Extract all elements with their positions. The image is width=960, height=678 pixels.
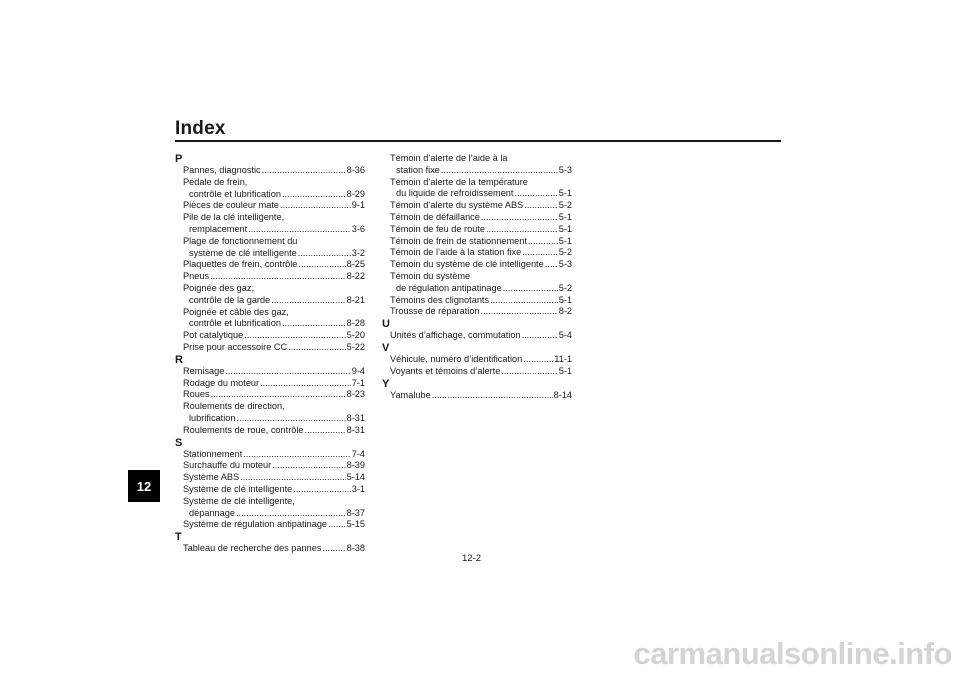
chapter-tab: 12 <box>128 470 160 502</box>
index-entry-text: Roulements de roue, contrôle <box>183 424 304 435</box>
index-entry <box>183 177 365 201</box>
index-entry <box>390 354 572 366</box>
index-entry <box>183 236 365 260</box>
index-entry <box>183 283 365 307</box>
page-number: 12-2 <box>462 553 482 564</box>
index-entry <box>183 460 365 472</box>
dot-leader <box>481 212 558 224</box>
index-entry <box>390 153 572 177</box>
dot-leader <box>503 283 558 295</box>
index-entry-text: remplacement <box>189 223 248 234</box>
index-page-ref: 7-4 <box>351 448 365 459</box>
index-entry <box>183 330 365 342</box>
page-title: Index <box>175 118 226 139</box>
index-column-left <box>175 153 365 555</box>
index-page-ref: 5-1 <box>558 365 572 376</box>
index-entry <box>390 224 572 236</box>
dot-leader <box>298 259 345 271</box>
index-entry <box>390 247 572 259</box>
index-page-ref: 8-38 <box>346 543 365 554</box>
dot-leader <box>211 389 346 401</box>
dot-leader <box>545 259 558 271</box>
index-entry-text: Poignée et câble des gaz, <box>183 306 289 317</box>
index-page-ref: 8-14 <box>553 389 572 400</box>
index-entry <box>183 496 365 520</box>
index-page-ref: 5-15 <box>346 519 365 530</box>
index-page-ref: 5-1 <box>558 223 572 234</box>
index-page-ref: 8-22 <box>346 271 365 282</box>
index-entry-text: Système ABS <box>183 472 240 483</box>
dot-leader <box>244 330 345 342</box>
dot-leader <box>322 543 345 555</box>
index-entry-text: Système de clé intelligente <box>183 483 293 494</box>
index-page-ref: 3-6 <box>351 223 365 234</box>
index-letter-heading: S <box>175 436 183 449</box>
dot-leader <box>514 188 557 200</box>
index-entry-text: Trousse de réparation <box>390 306 480 317</box>
index-page-ref: 8-28 <box>346 318 365 329</box>
index-page-ref: 5-1 <box>558 235 572 246</box>
index-entry-text: Prise pour accessoire CC <box>183 341 288 352</box>
index-entry <box>183 259 365 271</box>
title-rule <box>175 140 781 142</box>
index-entry-text: contrôle et lubrification <box>189 188 281 199</box>
index-entry <box>390 306 572 318</box>
index-entry-text: lubrification <box>189 412 236 423</box>
index-entry-text: contrôle et lubrification <box>189 318 281 329</box>
dot-leader <box>522 330 558 342</box>
index-entry <box>183 543 365 555</box>
index-entry-text: Remisage <box>183 365 225 376</box>
index-page-ref: 7-1 <box>351 377 365 388</box>
index-entry <box>390 271 572 295</box>
index-entry-text: contrôle de la garde <box>189 294 271 305</box>
index-page-ref: 5-4 <box>558 330 572 341</box>
index-entry-text: Pneus <box>183 271 210 282</box>
index-entry <box>183 212 365 236</box>
index-letter-heading: T <box>175 531 182 544</box>
index-entry <box>390 390 572 402</box>
dot-leader <box>501 366 557 378</box>
index-column-right <box>382 153 572 401</box>
dot-leader <box>522 247 557 259</box>
index-entry-text: Témoin du système de clé intelligente <box>390 259 544 270</box>
index-entry <box>183 389 365 401</box>
index-entry-text: dépannage <box>189 507 235 518</box>
index-entry-text: Témoin de défaillance <box>390 211 480 222</box>
index-page-ref: 9-4 <box>351 365 365 376</box>
index-entry-text: Plaquettes de frein, contrôle <box>183 259 298 270</box>
index-page-ref: 5-2 <box>558 200 572 211</box>
index-page-ref: 8-25 <box>346 259 365 270</box>
index-entry-text: Véhicule, numéro d’identification <box>390 353 523 364</box>
dot-leader <box>524 200 557 212</box>
index-letter-heading: U <box>382 318 390 331</box>
dot-leader <box>305 425 346 437</box>
index-letter-heading: Y <box>382 377 390 390</box>
index-entry <box>183 401 365 425</box>
dot-leader <box>298 248 351 260</box>
index-entry-text: Stationnement <box>183 448 243 459</box>
index-entry <box>183 425 365 437</box>
dot-leader <box>523 354 553 366</box>
index-entry-text: station fixe <box>396 164 440 175</box>
index-entry-text: Témoin d’alerte de l’aide à la <box>390 153 508 163</box>
dot-leader <box>288 342 345 354</box>
index-entry-text: Tableau de recherche des pannes <box>183 543 322 554</box>
dot-leader <box>262 165 346 177</box>
index-page-ref: 11-1 <box>554 353 572 364</box>
index-page-ref: 8-37 <box>346 507 365 518</box>
index-entry-text: Voyants et témoins d’alerte <box>390 365 501 376</box>
index-page-ref: 5-3 <box>558 164 572 175</box>
index-entry-text: Système de régulation antipatinage <box>183 519 328 530</box>
index-letter-heading: R <box>175 353 183 366</box>
index-entry <box>183 366 365 378</box>
index-page-ref: 5-1 <box>558 188 572 199</box>
dot-leader <box>271 295 345 307</box>
index-entry-text: Témoin d’alerte du système ABS <box>390 200 524 211</box>
index-letter-heading: P <box>175 153 183 165</box>
index-entry <box>390 212 572 224</box>
index-page-ref: 8-36 <box>346 165 365 175</box>
index-page-ref: 8-31 <box>346 424 365 435</box>
dot-leader <box>236 413 345 425</box>
index-entry <box>390 236 572 248</box>
index-page-ref: 5-14 <box>346 472 365 483</box>
dot-leader <box>240 472 345 484</box>
index-entry-text: Pot catalytique <box>183 330 244 341</box>
dot-leader <box>236 508 346 520</box>
dot-leader <box>248 224 351 236</box>
dot-leader <box>210 271 346 283</box>
index-entry-text: Témoin de l’aide à la station fixe <box>390 247 522 258</box>
index-entry <box>390 295 572 307</box>
dot-leader <box>441 165 558 177</box>
index-page-ref: 5-1 <box>558 294 572 305</box>
index-page-ref: 8-39 <box>346 460 365 471</box>
index-page-ref: 8-23 <box>346 389 365 400</box>
index-entry-text: de régulation antipatinage <box>396 282 502 293</box>
index-entry-text: Pannes, diagnostic <box>183 165 261 175</box>
index-page-ref: 5-20 <box>346 330 365 341</box>
dot-leader <box>293 484 350 496</box>
index-page-ref: 5-22 <box>346 341 365 352</box>
index-entry-text: Roulements de direction, <box>183 401 285 412</box>
index-entry <box>390 366 572 378</box>
index-entry-text: Unités d’affichage, commutation <box>390 330 521 341</box>
index-entry <box>183 449 365 461</box>
dot-leader <box>328 519 346 531</box>
index-entry <box>183 484 365 496</box>
dot-leader <box>260 378 351 390</box>
dot-leader <box>272 460 345 472</box>
dot-leader <box>528 236 558 248</box>
index-entry <box>183 472 365 484</box>
dot-leader <box>481 306 558 318</box>
dot-leader <box>490 295 558 307</box>
index-entry <box>390 177 572 201</box>
index-letter-heading: V <box>382 341 390 354</box>
dot-leader <box>243 449 350 461</box>
index-page-ref: 8-29 <box>346 188 365 199</box>
index-page-ref: 9-1 <box>351 200 365 211</box>
index-entry-text: Pièces de couleur mate <box>183 200 280 211</box>
index-entry-text: du liquide de refroidissement <box>396 188 514 199</box>
index-entry <box>390 330 572 342</box>
index-page-ref: 8-31 <box>346 412 365 423</box>
index-entry-text: Poignée des gaz, <box>183 282 255 293</box>
index-entry <box>183 307 365 331</box>
index-page-ref: 8-21 <box>346 294 365 305</box>
index-entry-text: Témoin d’alerte de la température <box>390 176 528 187</box>
index-entry-text: Pile de la clé intelligente, <box>183 212 285 223</box>
index-entry <box>183 342 365 354</box>
index-page-ref: 5-2 <box>558 282 572 293</box>
index-page-ref: 5-1 <box>558 211 572 222</box>
index-entry <box>183 271 365 283</box>
index-entry <box>183 200 365 212</box>
index-page-ref: 8-2 <box>558 306 572 317</box>
index-entry-text: Témoin de frein de stationnement <box>390 235 527 246</box>
index-entry-text: Témoin du système <box>390 270 471 281</box>
index-entry <box>183 165 365 177</box>
index-entry-text: Système de clé intelligente, <box>183 495 295 506</box>
index-entry-text: système de clé intelligente <box>189 247 297 258</box>
index-page-ref: 5-3 <box>558 259 572 270</box>
index-entry-text: Témoin de feu de route <box>390 223 485 234</box>
index-entry-text: Plage de fonctionnement du <box>183 235 298 246</box>
index-entry <box>183 378 365 390</box>
index-entry <box>183 519 365 531</box>
dot-leader <box>282 189 346 201</box>
index-page-ref: 3-2 <box>351 247 365 258</box>
index-entry <box>390 200 572 212</box>
dot-leader <box>280 200 351 212</box>
index-page-ref: 3-1 <box>351 483 365 494</box>
index-page-ref: 5-2 <box>558 247 572 258</box>
dot-leader <box>225 366 350 378</box>
dot-leader <box>432 390 553 402</box>
index-entry-text: Pédale de frein, <box>183 176 248 187</box>
index-entry-text: Rodage du moteur <box>183 377 260 388</box>
index-entry-text: Yamalube <box>390 389 431 400</box>
index-entry-text: Témoins des clignotants <box>390 294 490 305</box>
index-entry <box>390 259 572 271</box>
watermark: carmanualsonline.info <box>633 636 952 671</box>
dot-leader <box>486 224 558 236</box>
dot-leader <box>282 318 346 330</box>
index-entry-text: Roues <box>183 389 210 400</box>
index-entry-text: Surchauffe du moteur <box>183 460 272 471</box>
